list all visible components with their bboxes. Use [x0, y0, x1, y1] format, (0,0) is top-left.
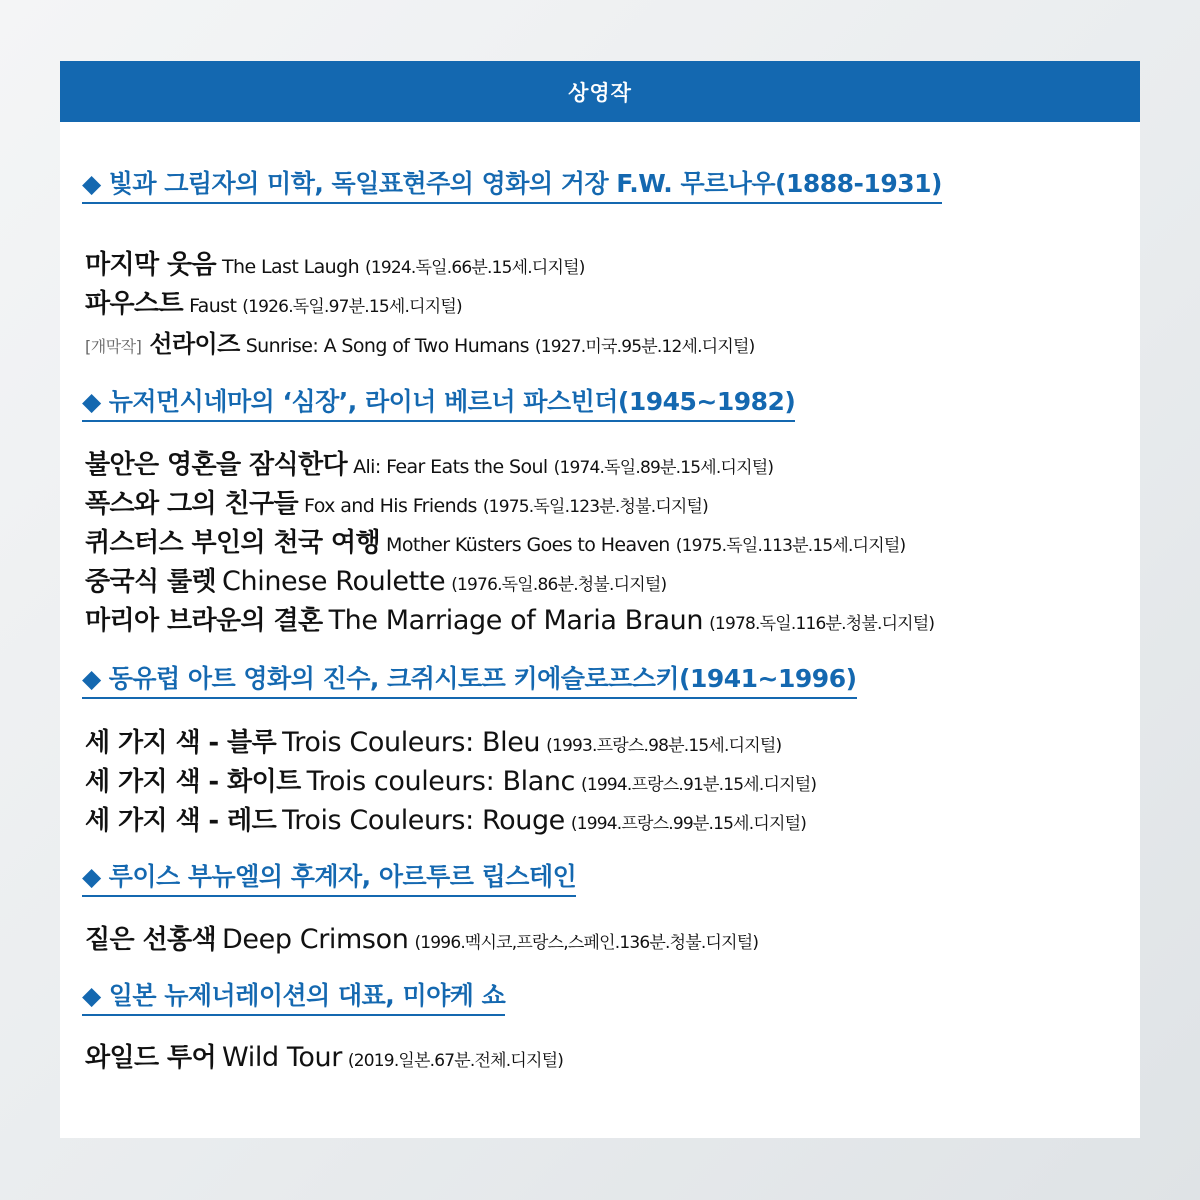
- film-item: 와일드 투어 Wild Tour (2019.일본.67분.전체.디지털): [85, 1042, 564, 1073]
- section-heading-fassbinder: ◆ 뉴저먼시네마의 ‘심장’, 라이너 베르너 파스빈더(1945~1982): [82, 382, 795, 422]
- section-heading-murnau: ◆ 빛과 그림자의 미학, 독일표현주의 영화의 거장 F.W. 무르나우(1888-1931): [82, 164, 942, 204]
- film-item: 세 가지 색 - 화이트 Trois couleurs: Blanc (1994.프랑스.91분.15세.디지털): [85, 766, 817, 797]
- film-item: 중국식 룰렛 Chinese Roulette (1976.독일.86분.청불.디지털): [85, 566, 667, 597]
- film-item: 짙은 선홍색 Deep Crimson (1996.멕시코,프랑스,스페인.136분.청불.디지털): [85, 924, 759, 955]
- film-item: 마지막 웃음 The Last Laugh (1924.독일.66분.15세.디지털): [85, 250, 585, 280]
- film-item: 불안은 영혼을 잠식한다 Ali: Fear Eats the Soul (1974.독일.89분.15세.디지털): [85, 450, 774, 480]
- diamond-icon: ◆: [82, 387, 101, 416]
- film-item-opening: [개막작] 선라이즈 Sunrise: A Song of Two Humans (1927.미국.95분.12세.디지털): [85, 330, 755, 358]
- program-card: [60, 61, 1140, 1138]
- section-heading-kieslowski: ◆ 동유럽 아트 영화의 진수, 크쥐시토프 키에슬로프스키(1941~1996): [82, 659, 857, 699]
- diamond-icon: ◆: [82, 862, 101, 891]
- film-item: 세 가지 색 - 블루 Trois Couleurs: Bleu (1993.프랑스.98분.15세.디지털): [85, 727, 782, 758]
- diamond-icon: ◆: [82, 169, 101, 198]
- section-heading-ripstein: ◆ 루이스 부뉴엘의 후계자, 아르투르 립스테인: [82, 857, 576, 897]
- program-title: 상영작: [568, 80, 632, 105]
- opening-tag: [개막작]: [85, 337, 142, 356]
- program-header: [60, 61, 1140, 122]
- film-item: 파우스트 Faust (1926.독일.97분.15세.디지털): [85, 289, 462, 319]
- section-heading-miyake: ◆ 일본 뉴제너레이션의 대표, 미야케 쇼: [82, 976, 505, 1016]
- film-item: 마리아 브라운의 결혼 The Marriage of Maria Braun (1978.독일.116분.청불.디지털): [85, 605, 935, 636]
- film-item: 퀴스터스 부인의 천국 여행 Mother Küsters Goes to Heaven (1975.독일.113분.15세.디지털): [85, 528, 906, 558]
- diamond-icon: ◆: [82, 981, 101, 1010]
- diamond-icon: ◆: [82, 664, 101, 693]
- film-item: 폭스와 그의 친구들 Fox and His Friends (1975.독일.123분.청불.디지털): [85, 489, 709, 519]
- film-item: 세 가지 색 - 레드 Trois Couleurs: Rouge (1994.프랑스.99분.15세.디지털): [85, 805, 807, 836]
